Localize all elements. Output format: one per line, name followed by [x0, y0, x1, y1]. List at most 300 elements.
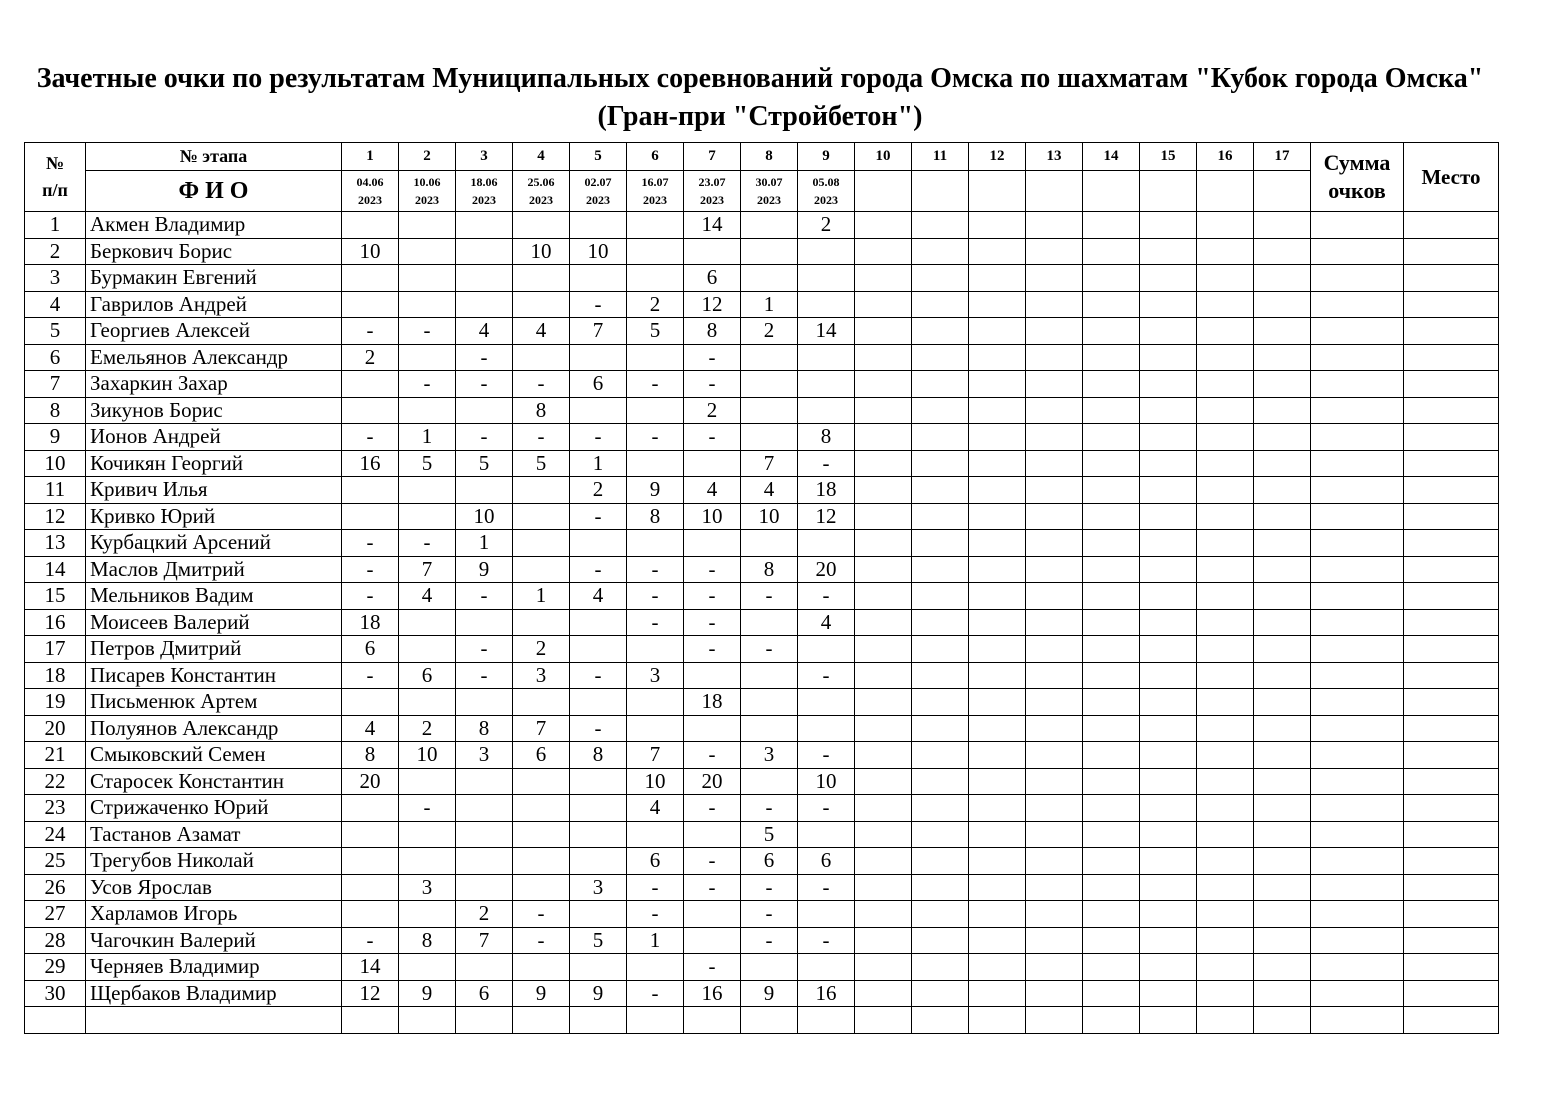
- player-name: Кривич Илья: [86, 477, 342, 504]
- stage-points: [399, 768, 456, 795]
- stage-points: 9: [399, 980, 456, 1007]
- stage-points: [912, 212, 969, 239]
- row-number: 19: [25, 689, 86, 716]
- stage-points: -: [456, 583, 513, 610]
- stage-points: [741, 238, 798, 265]
- place-cell: [1404, 424, 1499, 451]
- stage-points: [741, 530, 798, 557]
- stage-points: [969, 768, 1026, 795]
- stage-points: [456, 954, 513, 981]
- stage-points: 3: [741, 742, 798, 769]
- stage-points: [570, 636, 627, 663]
- stage-points: [513, 795, 570, 822]
- stage-points: [513, 848, 570, 875]
- stage-points: [342, 265, 399, 292]
- stage-points: [969, 636, 1026, 663]
- row-number: 26: [25, 874, 86, 901]
- stage-points: [1026, 291, 1083, 318]
- stage-points: [1254, 874, 1311, 901]
- stage-points: -: [570, 556, 627, 583]
- stage-points: 12: [798, 503, 855, 530]
- stage-points: [1197, 556, 1254, 583]
- stage-points: 1: [741, 291, 798, 318]
- player-name: Маслов Дмитрий: [86, 556, 342, 583]
- stage-points: [1254, 848, 1311, 875]
- row-number: 8: [25, 397, 86, 424]
- stage-points: 2: [684, 397, 741, 424]
- stage-points: [570, 795, 627, 822]
- stage-points: [798, 371, 855, 398]
- place-cell: [1404, 503, 1499, 530]
- table-row: [25, 742, 1499, 769]
- stage-points: -: [456, 424, 513, 451]
- stage-points: [855, 636, 912, 663]
- stage-points: [855, 397, 912, 424]
- header-date: [1083, 171, 1140, 212]
- header-stage-2: 2: [399, 143, 456, 171]
- place-cell: [1404, 450, 1499, 477]
- stage-points: [741, 265, 798, 292]
- stage-points: [342, 371, 399, 398]
- sum-cell: [1311, 503, 1404, 530]
- stage-points: -: [627, 556, 684, 583]
- stage-points: 4: [798, 609, 855, 636]
- stage-points: 4: [513, 318, 570, 345]
- place-cell: [1404, 371, 1499, 398]
- stage-points: [1026, 397, 1083, 424]
- header-date: 02.07 2023: [570, 171, 627, 212]
- stage-points: [1140, 371, 1197, 398]
- stage-points: [342, 291, 399, 318]
- stage-points: [1026, 265, 1083, 292]
- stage-points: -: [798, 927, 855, 954]
- row-number: 29: [25, 954, 86, 981]
- stage-points: [912, 715, 969, 742]
- stage-points: 2: [741, 318, 798, 345]
- stage-points: 10: [798, 768, 855, 795]
- place-cell: [1404, 954, 1499, 981]
- stage-points: [1140, 424, 1197, 451]
- stage-points: [684, 901, 741, 928]
- stage-points: 6: [342, 636, 399, 663]
- stage-points: [912, 609, 969, 636]
- row-number: 23: [25, 795, 86, 822]
- table-row: [25, 874, 1499, 901]
- stage-points: [570, 1007, 627, 1034]
- stage-points: [342, 848, 399, 875]
- stage-points: [513, 609, 570, 636]
- stage-points: [627, 689, 684, 716]
- stage-points: [1026, 344, 1083, 371]
- stage-points: 9: [456, 556, 513, 583]
- stage-points: [1254, 954, 1311, 981]
- stage-points: [399, 609, 456, 636]
- place-cell: [1404, 530, 1499, 557]
- stage-points: 14: [798, 318, 855, 345]
- stage-points: [912, 662, 969, 689]
- row-number: 24: [25, 821, 86, 848]
- header-place: Место: [1404, 143, 1499, 212]
- stage-points: [399, 848, 456, 875]
- stage-points: [570, 821, 627, 848]
- stage-points: [912, 636, 969, 663]
- stage-points: [912, 397, 969, 424]
- stage-points: [1140, 503, 1197, 530]
- stage-points: 18: [798, 477, 855, 504]
- sum-cell: [1311, 344, 1404, 371]
- header-stage-label: № этапа: [86, 143, 342, 171]
- stage-points: [912, 424, 969, 451]
- stage-points: [1197, 397, 1254, 424]
- stage-points: [1026, 212, 1083, 239]
- stage-points: [1197, 848, 1254, 875]
- stage-points: [855, 901, 912, 928]
- stage-points: [1197, 821, 1254, 848]
- player-name: Захаркин Захар: [86, 371, 342, 398]
- header-stage-8: 8: [741, 143, 798, 171]
- header-stage-14: 14: [1083, 143, 1140, 171]
- stage-points: [399, 821, 456, 848]
- stage-points: [1197, 530, 1254, 557]
- stage-points: 5: [627, 318, 684, 345]
- place-cell: [1404, 583, 1499, 610]
- stage-points: [1026, 742, 1083, 769]
- stage-points: -: [798, 742, 855, 769]
- stage-points: [798, 636, 855, 663]
- header-date: [1197, 171, 1254, 212]
- stage-points: [627, 265, 684, 292]
- stage-points: [912, 530, 969, 557]
- stage-points: [1140, 556, 1197, 583]
- place-cell: [1404, 1007, 1499, 1034]
- stage-points: [855, 371, 912, 398]
- player-name: Акмен Владимир: [86, 212, 342, 239]
- stage-points: [1026, 795, 1083, 822]
- stage-points: [1083, 980, 1140, 1007]
- stage-points: [1083, 927, 1140, 954]
- stage-points: [456, 212, 513, 239]
- stage-points: [855, 265, 912, 292]
- row-number: 13: [25, 530, 86, 557]
- player-name: Петров Дмитрий: [86, 636, 342, 663]
- table-row: [25, 556, 1499, 583]
- stage-points: [1083, 662, 1140, 689]
- stage-points: [1140, 530, 1197, 557]
- stage-points: 18: [684, 689, 741, 716]
- stage-points: [1254, 530, 1311, 557]
- stage-points: 8: [741, 556, 798, 583]
- stage-points: -: [741, 901, 798, 928]
- stage-points: [456, 238, 513, 265]
- table-row: [25, 954, 1499, 981]
- stage-points: [912, 238, 969, 265]
- sum-cell: [1311, 662, 1404, 689]
- table-row: [25, 397, 1499, 424]
- stage-points: [570, 397, 627, 424]
- sum-cell: [1311, 821, 1404, 848]
- stage-points: -: [684, 742, 741, 769]
- player-name: Черняев Владимир: [86, 954, 342, 981]
- player-name: Курбацкий Арсений: [86, 530, 342, 557]
- row-number: 18: [25, 662, 86, 689]
- stage-points: -: [798, 874, 855, 901]
- place-cell: [1404, 318, 1499, 345]
- player-name: Трегубов Николай: [86, 848, 342, 875]
- row-number: 7: [25, 371, 86, 398]
- stage-points: 1: [513, 583, 570, 610]
- stage-points: [969, 927, 1026, 954]
- header-date: [855, 171, 912, 212]
- stage-points: [513, 954, 570, 981]
- stage-points: -: [513, 901, 570, 928]
- stage-points: 6: [570, 371, 627, 398]
- place-cell: [1404, 795, 1499, 822]
- stage-points: -: [342, 583, 399, 610]
- table-row: [25, 1007, 1499, 1034]
- table-row: [25, 980, 1499, 1007]
- stage-points: 1: [399, 424, 456, 451]
- stage-points: [1026, 689, 1083, 716]
- header-date: 25.06 2023: [513, 171, 570, 212]
- row-number: 28: [25, 927, 86, 954]
- stage-points: -: [684, 954, 741, 981]
- stage-points: [627, 1007, 684, 1034]
- stage-points: -: [342, 556, 399, 583]
- stage-points: 4: [570, 583, 627, 610]
- stage-points: -: [342, 530, 399, 557]
- stage-points: [741, 212, 798, 239]
- stage-points: [1083, 848, 1140, 875]
- stage-points: [1083, 636, 1140, 663]
- stage-points: [1140, 927, 1197, 954]
- row-number: [25, 1007, 86, 1034]
- stage-points: [1254, 450, 1311, 477]
- stage-points: 2: [798, 212, 855, 239]
- stage-points: [1083, 556, 1140, 583]
- stage-points: [912, 954, 969, 981]
- stage-points: [855, 742, 912, 769]
- stage-points: [1254, 609, 1311, 636]
- stage-points: -: [342, 424, 399, 451]
- stage-points: [1026, 530, 1083, 557]
- stage-points: [342, 874, 399, 901]
- stage-points: [399, 265, 456, 292]
- stage-points: [912, 848, 969, 875]
- stage-points: -: [399, 795, 456, 822]
- stage-points: 5: [570, 927, 627, 954]
- stage-points: [399, 901, 456, 928]
- stage-points: [912, 821, 969, 848]
- stage-points: 12: [684, 291, 741, 318]
- stage-points: [456, 477, 513, 504]
- stage-points: 10: [570, 238, 627, 265]
- stage-points: [1026, 954, 1083, 981]
- player-name: Щербаков Владимир: [86, 980, 342, 1007]
- stage-points: 10: [342, 238, 399, 265]
- stage-points: [1140, 636, 1197, 663]
- stage-points: [399, 212, 456, 239]
- place-cell: [1404, 238, 1499, 265]
- stage-points: [1254, 927, 1311, 954]
- stage-points: [912, 503, 969, 530]
- stage-points: [627, 954, 684, 981]
- stage-points: [1083, 238, 1140, 265]
- stage-points: [1197, 318, 1254, 345]
- stage-points: [741, 609, 798, 636]
- stage-points: [399, 1007, 456, 1034]
- stage-points: -: [399, 371, 456, 398]
- stage-points: [1254, 212, 1311, 239]
- stage-points: [1026, 238, 1083, 265]
- stage-points: [570, 848, 627, 875]
- stage-points: [969, 583, 1026, 610]
- results-table: [24, 142, 1499, 1034]
- stage-points: [684, 450, 741, 477]
- stage-points: -: [684, 583, 741, 610]
- sum-cell: [1311, 980, 1404, 1007]
- stage-points: [912, 689, 969, 716]
- stage-points: [1197, 265, 1254, 292]
- stage-points: [399, 954, 456, 981]
- stage-points: 20: [342, 768, 399, 795]
- player-name: Зикунов Борис: [86, 397, 342, 424]
- stage-points: [912, 583, 969, 610]
- stage-points: [798, 530, 855, 557]
- stage-points: [1140, 318, 1197, 345]
- stage-points: [513, 1007, 570, 1034]
- stage-points: [912, 450, 969, 477]
- stage-points: -: [627, 980, 684, 1007]
- stage-points: -: [627, 371, 684, 398]
- stage-points: [1026, 927, 1083, 954]
- stage-points: [1197, 424, 1254, 451]
- stage-points: [1254, 344, 1311, 371]
- header-date: 04.06 2023: [342, 171, 399, 212]
- header-stage-3: 3: [456, 143, 513, 171]
- stage-points: 6: [399, 662, 456, 689]
- place-cell: [1404, 609, 1499, 636]
- stage-points: [912, 344, 969, 371]
- stage-points: [798, 901, 855, 928]
- stage-points: [1026, 318, 1083, 345]
- stage-points: 1: [570, 450, 627, 477]
- stage-points: -: [513, 424, 570, 451]
- stage-points: [456, 397, 513, 424]
- stage-points: [342, 1007, 399, 1034]
- sum-cell: [1311, 371, 1404, 398]
- stage-points: [1140, 477, 1197, 504]
- page-title: Зачетные очки по результатам Муниципальных соревнований города Омска по шахматам "Кубок города Омска" (Гран-при "Стройбетон"): [36, 63, 1484, 132]
- stage-points: [969, 609, 1026, 636]
- stage-points: 5: [741, 821, 798, 848]
- place-cell: [1404, 821, 1499, 848]
- stage-points: [969, 424, 1026, 451]
- player-name: Моисеев Валерий: [86, 609, 342, 636]
- header-date: [912, 171, 969, 212]
- stage-points: [1197, 371, 1254, 398]
- player-name: Кочикян Георгий: [86, 450, 342, 477]
- header-stage-10: 10: [855, 143, 912, 171]
- header-stage-13: 13: [1026, 143, 1083, 171]
- stage-points: [1140, 980, 1197, 1007]
- stage-points: 3: [570, 874, 627, 901]
- stage-points: [1083, 821, 1140, 848]
- sum-cell: [1311, 795, 1404, 822]
- sum-cell: [1311, 742, 1404, 769]
- stage-points: [1254, 901, 1311, 928]
- stage-points: [1197, 1007, 1254, 1034]
- stage-points: [855, 848, 912, 875]
- stage-points: [513, 291, 570, 318]
- stage-points: 3: [513, 662, 570, 689]
- stage-points: [855, 874, 912, 901]
- sum-cell: [1311, 689, 1404, 716]
- sum-cell: [1311, 530, 1404, 557]
- stage-points: 8: [570, 742, 627, 769]
- stage-points: 7: [513, 715, 570, 742]
- stage-points: -: [684, 609, 741, 636]
- stage-points: [855, 291, 912, 318]
- stage-points: [969, 821, 1026, 848]
- stage-points: [684, 821, 741, 848]
- stage-points: -: [741, 583, 798, 610]
- player-name: Тастанов Азамат: [86, 821, 342, 848]
- stage-points: [570, 609, 627, 636]
- stage-points: [1197, 583, 1254, 610]
- stage-points: [741, 371, 798, 398]
- stage-points: 10: [684, 503, 741, 530]
- stage-points: [684, 662, 741, 689]
- sum-cell: [1311, 927, 1404, 954]
- stage-points: -: [741, 795, 798, 822]
- stage-points: [1026, 477, 1083, 504]
- stage-points: 8: [798, 424, 855, 451]
- stage-points: [855, 980, 912, 1007]
- stage-points: [1140, 795, 1197, 822]
- stage-points: [513, 212, 570, 239]
- stage-points: [969, 715, 1026, 742]
- stage-points: [1026, 848, 1083, 875]
- stage-points: [342, 212, 399, 239]
- stage-points: [1254, 742, 1311, 769]
- table-row: [25, 424, 1499, 451]
- stage-points: [1140, 583, 1197, 610]
- stage-points: [855, 344, 912, 371]
- header-row-dates: [25, 171, 1499, 212]
- sum-cell: [1311, 424, 1404, 451]
- table-row: [25, 530, 1499, 557]
- row-number: 14: [25, 556, 86, 583]
- stage-points: [969, 265, 1026, 292]
- stage-points: [798, 689, 855, 716]
- stage-points: [1197, 609, 1254, 636]
- stage-points: [1254, 768, 1311, 795]
- stage-points: [1026, 874, 1083, 901]
- player-name: Беркович Борис: [86, 238, 342, 265]
- stage-points: [570, 689, 627, 716]
- sum-cell: [1311, 636, 1404, 663]
- stage-points: -: [627, 901, 684, 928]
- stage-points: -: [456, 636, 513, 663]
- stage-points: [627, 238, 684, 265]
- row-number: 17: [25, 636, 86, 663]
- stage-points: [969, 901, 1026, 928]
- stage-points: [1026, 980, 1083, 1007]
- stage-points: 14: [342, 954, 399, 981]
- stage-points: [1140, 1007, 1197, 1034]
- stage-points: [798, 344, 855, 371]
- stage-points: 2: [570, 477, 627, 504]
